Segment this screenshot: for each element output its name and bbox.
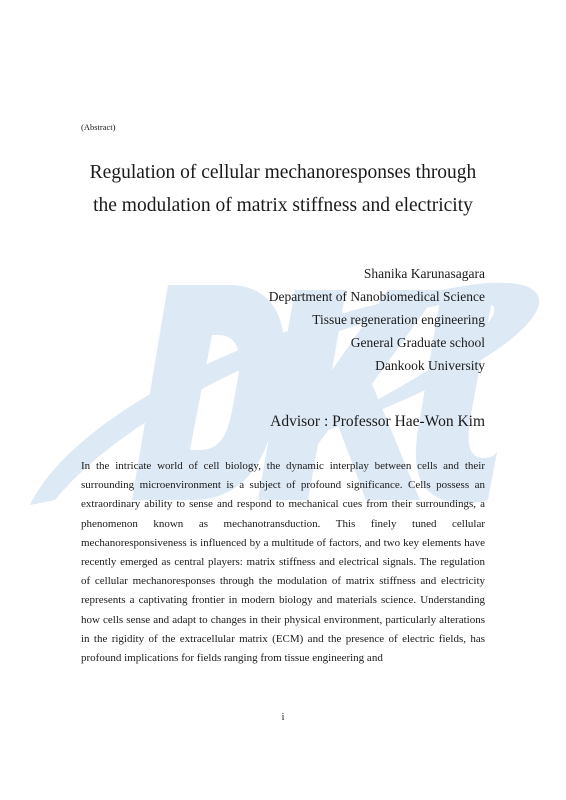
page-number: i <box>281 712 285 723</box>
university: Dankook University <box>375 358 485 373</box>
department: Department of Nanobiomedical Science <box>268 289 485 304</box>
section-label: (Abstract) <box>81 122 116 132</box>
program: Tissue regeneration engineering <box>312 312 485 327</box>
abstract-body: In the intricate world of cell biology, the dynamic interplay between cells and their surrounding microenvironment is a subject of profound significance. Cells possess an extraordinary ability to sense and respond to mechanical cues from their surroundings, a phenomenon known as mechanotransduction. This finely tuned cellular mechanoresponsiveness is influenced by a multitude of factors, and two key elements have recently emerged as central players: matrix stiffness and electrical signals. The regulation of cellular mechanoresponses through the modulation of matrix stiffness and electricity represents a captivating frontier in modern biology and materials science. Understanding how cells sense and adapt to changes in their physical environment, particularly alterations in the rigidity of the extracellular matrix (ECM) and the presence of electric fields, has profound implications for fields ranging from tissue engineering and <box>81 460 485 665</box>
thesis-title <box>60 156 506 222</box>
author-name: Shanika Karunasagara <box>363 266 485 281</box>
title-line-1: Regulation of cellular mechanoresponses through <box>89 162 477 183</box>
author-block <box>269 262 485 377</box>
advisor: Advisor : Professor Hae-Won Kim <box>270 413 485 430</box>
title-line-2: the modulation of matrix stiffness and electricity <box>93 195 473 216</box>
graduate-school: General Graduate school <box>350 335 485 350</box>
